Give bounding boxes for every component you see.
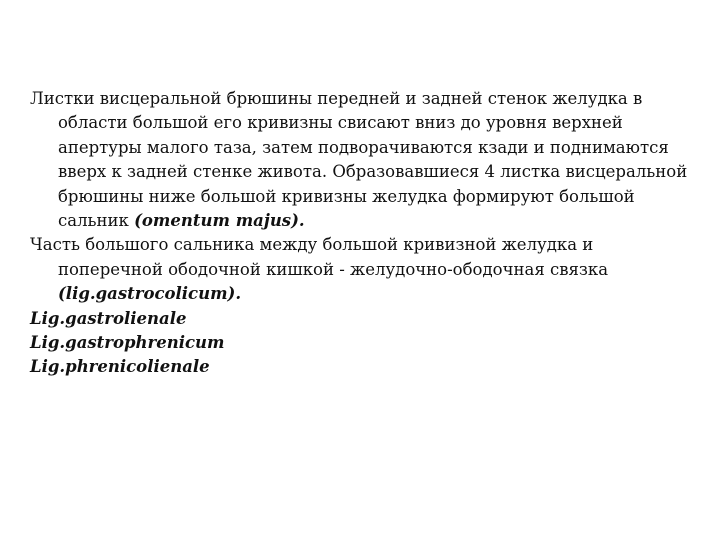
ligament-phrenicolienale: Lig.phrenicolienale [30,357,210,377]
paragraph-greater-omentum-text: Листки висцеральной брюшины передней и задней стенок желудка в области большой его кривизны свисают вниз до уровня верхней апертуры малого таза, затем подворачиваются кзади и поднимаются вверх к задней стенке живота. Образовавшиеся 4 листка висцеральной брюшины ниже большой кривизны желудка формируют большой сальник [30,89,688,231]
paragraph-greater-omentum-end: . [298,211,305,231]
ligament-gastrophrenicum: Lig.gastrophrenicum [30,333,225,353]
slide-text-body [30,87,690,380]
paragraph-gastrocolic-ligament-text: Часть большого сальника между большой кривизной желудка и поперечной ободочной кишкой - желудочно-ободочная связка [30,235,609,279]
paragraph-gastrocolic-ligament [30,233,690,306]
latin-term-omentum-majus: (omentum majus) [134,211,299,231]
paragraph-gastrocolic-ligament-end: . [235,284,242,304]
paragraph-greater-omentum [30,87,690,233]
latin-term-lig-gastrocolicum: (lig.gastrocolicum) [58,284,236,304]
ligament-gastrolienale: Lig.gastrolienale [30,308,187,328]
